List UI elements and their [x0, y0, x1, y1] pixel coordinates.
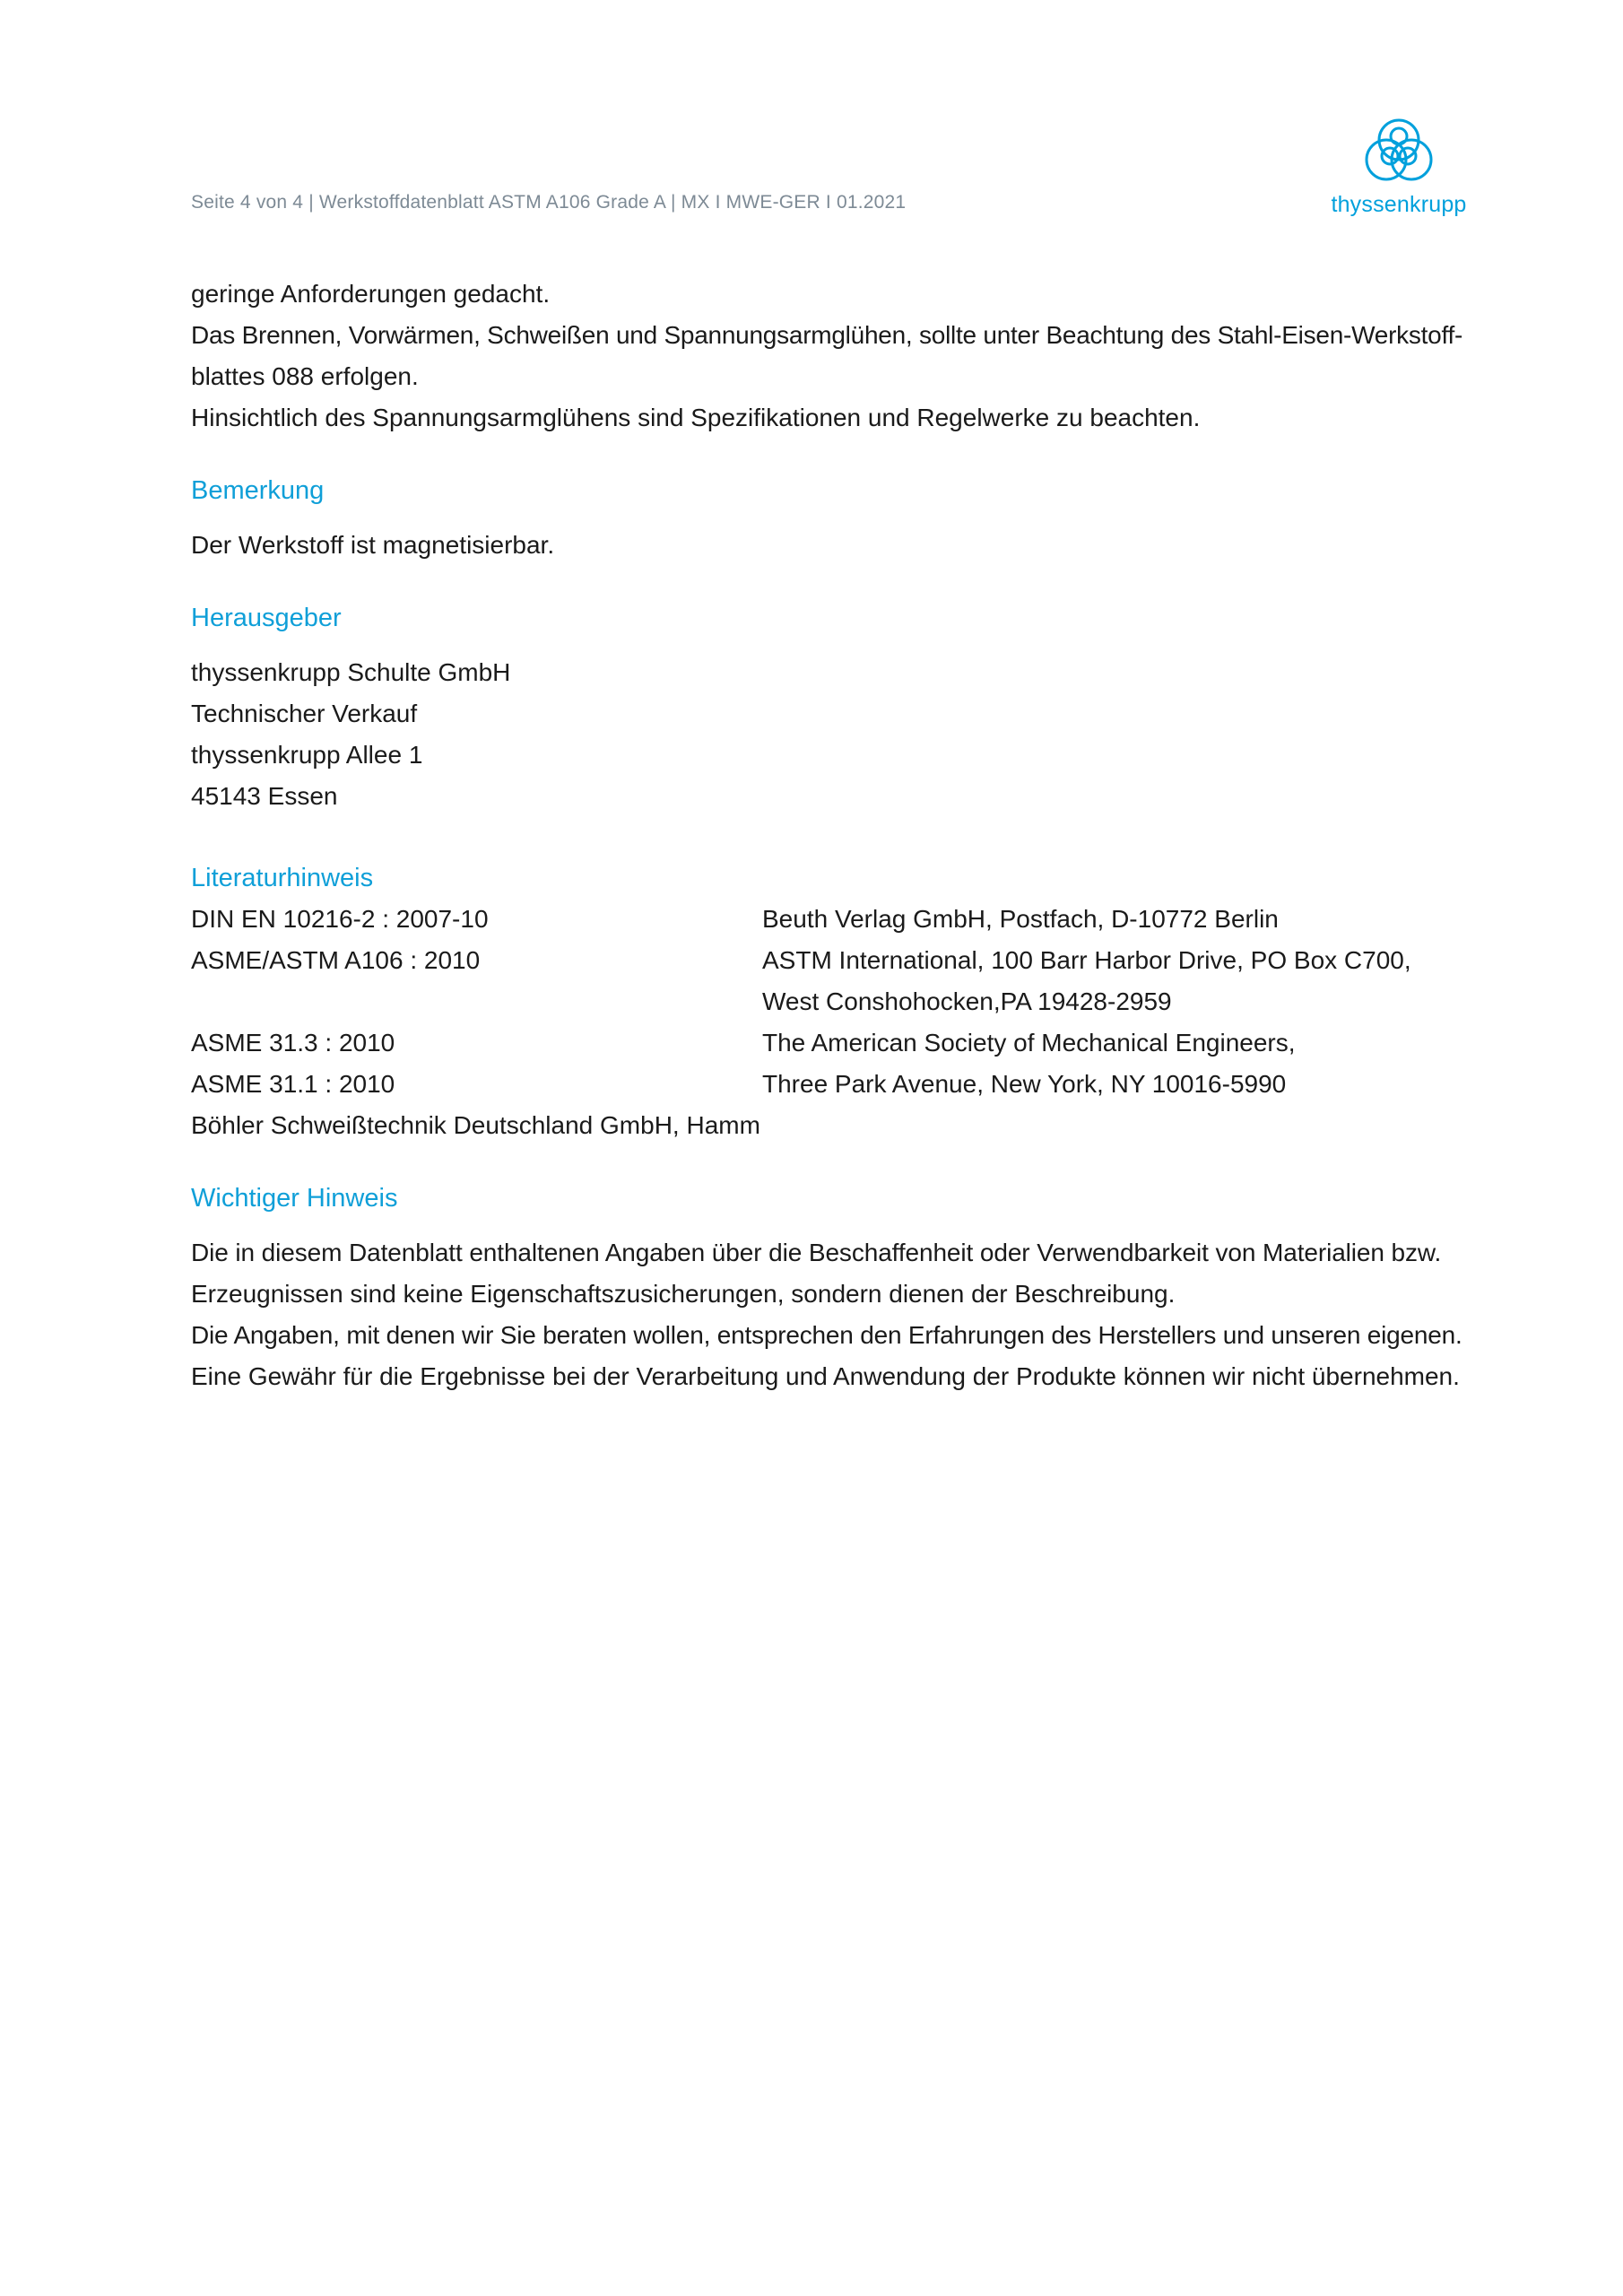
reference-source: Three Park Avenue, New York, NY 10016-5990	[762, 1070, 1287, 1098]
disclaimer	[191, 1232, 1464, 1397]
reference-standard	[191, 981, 762, 1022]
reference-row	[191, 1022, 1464, 1064]
publisher-address	[191, 652, 1464, 817]
hinweis-heading: Wichtiger Hinweis	[191, 1184, 398, 1213]
intro-line: geringe Anforderungen gedacht.	[191, 280, 551, 308]
disclaimer-line: Eine Gewähr für die Ergebnisse bei der Verarbeitung und Anwendung der Produkte können wir nicht übernehmen.	[191, 1362, 1460, 1390]
page-header-info: Seite 4 von 4 | Werkstoffdatenblatt ASTM A106 Grade A | MX I MWE-GER I 01.2021	[191, 192, 907, 213]
disclaimer-line: Die Angaben, mit denen wir Sie beraten wollen, entsprechen den Erfahrungen des Herstellers und unseren eigenen.	[191, 1321, 1462, 1349]
thyssenkrupp-logo	[1318, 115, 1480, 222]
logo-rings-icon	[1361, 115, 1436, 187]
reference-standard: ASME/ASTM A106 : 2010	[191, 946, 481, 974]
reference-standard: ASME 31.1 : 2010	[191, 1070, 395, 1098]
address-line: Technischer Verkauf	[191, 700, 418, 727]
herausgeber-heading: Herausgeber	[191, 604, 342, 632]
disclaimer-line: Erzeugnissen sind keine Eigenschaftszusicherungen, sondern dienen der Beschreibung.	[191, 1280, 1176, 1308]
disclaimer-line: Die in diesem Datenblatt enthaltenen Angaben über die Beschaffenheit oder Verwendbarkeit von Materialien bzw.	[191, 1239, 1442, 1266]
logo-wordmark: thyssenkrupp	[1331, 192, 1467, 217]
reference-standard: DIN EN 10216-2 : 2007-10	[191, 905, 489, 933]
reference-row	[191, 1064, 1464, 1105]
reference-source: The American Society of Mechanical Engineers,	[762, 1029, 1296, 1057]
intro-line: blattes 088 erfolgen.	[191, 362, 419, 390]
reference-source: Beuth Verlag GmbH, Postfach, D-10772 Berlin	[762, 905, 1279, 933]
bemerkung-heading: Bemerkung	[191, 476, 325, 505]
intro-section	[191, 274, 1464, 439]
reference-standard: Böhler Schweißtechnik Deutschland GmbH, Hamm	[191, 1111, 760, 1139]
bemerkung-text: Der Werkstoff ist magnetisierbar.	[191, 531, 555, 559]
reference-source: ASTM International, 100 Barr Harbor Drive, PO Box C700,	[762, 946, 1411, 974]
reference-source	[762, 1105, 1464, 1146]
document-body	[191, 274, 1464, 1397]
address-line: 45143 Essen	[191, 782, 338, 810]
reference-list	[191, 899, 1464, 1146]
literatur-heading: Literaturhinweis	[191, 864, 374, 892]
reference-row	[191, 899, 1464, 940]
reference-row	[191, 1105, 1464, 1146]
reference-row	[191, 940, 1464, 981]
reference-row	[191, 981, 1464, 1022]
address-line: thyssenkrupp Schulte GmbH	[191, 658, 511, 686]
address-line: thyssenkrupp Allee 1	[191, 741, 423, 769]
reference-source: West Conshohocken,PA 19428-2959	[762, 987, 1172, 1015]
intro-line: Hinsichtlich des Spannungsarmglühens sind Spezifikationen und Regelwerke zu beachten.	[191, 404, 1201, 431]
intro-line: Das Brennen, Vorwärmen, Schweißen und Spannungsarmglühen, sollte unter Beachtung des Stahl-Eisen-Werkstoff-	[191, 321, 1463, 349]
reference-standard: ASME 31.3 : 2010	[191, 1029, 395, 1057]
